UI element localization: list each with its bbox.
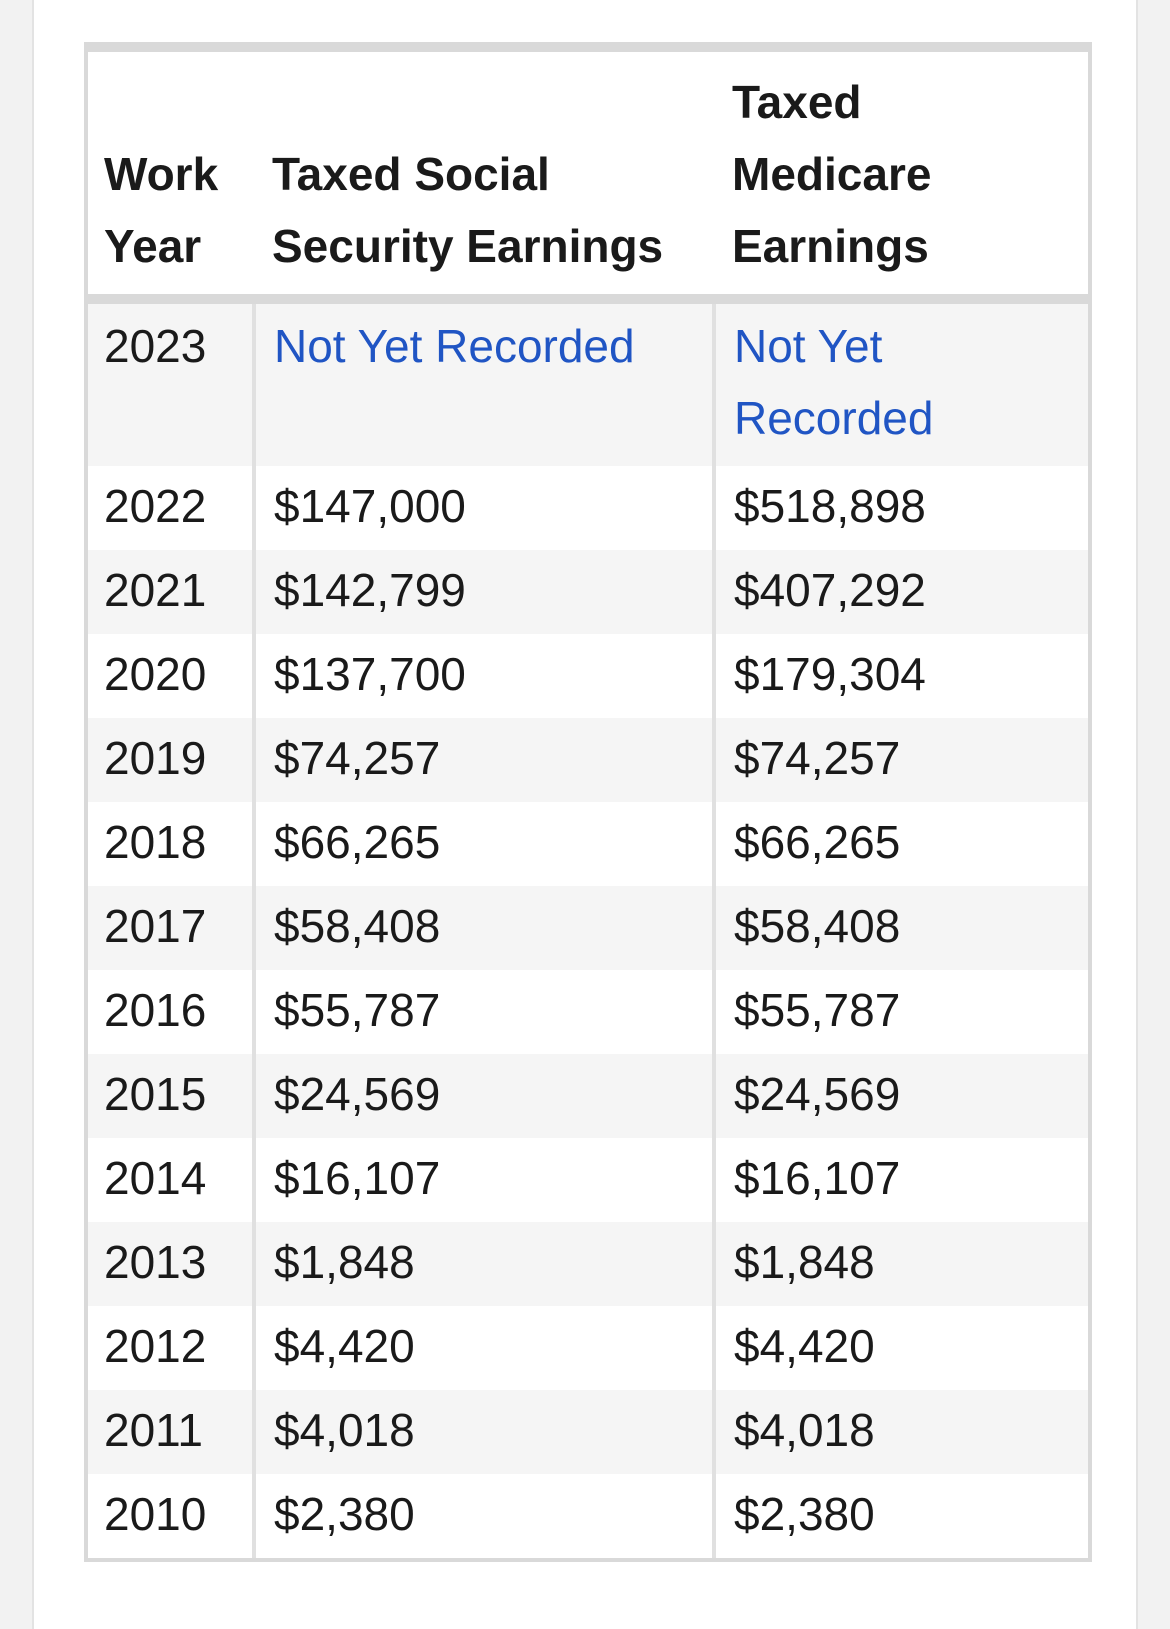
social-security-cell: $137,700 bbox=[254, 634, 714, 718]
medicare-cell bbox=[714, 299, 1088, 466]
header-social-security-line: Taxed Social bbox=[272, 148, 550, 200]
work-year-cell: 2020 bbox=[88, 634, 254, 718]
work-year-cell: 2012 bbox=[88, 1306, 254, 1390]
table-header bbox=[88, 49, 1088, 299]
social-security-cell: $2,380 bbox=[254, 1474, 714, 1558]
social-security-cell: $74,257 bbox=[254, 718, 714, 802]
table-row bbox=[88, 886, 1088, 970]
social-security-cell: $24,569 bbox=[254, 1054, 714, 1138]
header-medicare-line: Earnings bbox=[732, 220, 929, 272]
social-security-cell: $16,107 bbox=[254, 1138, 714, 1222]
table-row bbox=[88, 718, 1088, 802]
social-security-cell: $66,265 bbox=[254, 802, 714, 886]
work-year-cell: 2016 bbox=[88, 970, 254, 1054]
medicare-cell: $16,107 bbox=[714, 1138, 1088, 1222]
table-row bbox=[88, 1222, 1088, 1306]
medicare-cell: $407,292 bbox=[714, 550, 1088, 634]
work-year-cell: 2017 bbox=[88, 886, 254, 970]
table-row bbox=[88, 802, 1088, 886]
medicare-cell: $1,848 bbox=[714, 1222, 1088, 1306]
header-row bbox=[88, 49, 1088, 299]
social-security-cell: $4,018 bbox=[254, 1390, 714, 1474]
work-year-cell: 2010 bbox=[88, 1474, 254, 1558]
medicare-cell: $4,420 bbox=[714, 1306, 1088, 1390]
header-work-year-line: Year bbox=[104, 220, 202, 272]
table-row bbox=[88, 466, 1088, 550]
table-body bbox=[88, 299, 1088, 1558]
medicare-cell: $58,408 bbox=[714, 886, 1088, 970]
table-row bbox=[88, 634, 1088, 718]
work-year-cell: 2023 bbox=[88, 299, 254, 466]
table-row bbox=[88, 550, 1088, 634]
table-row bbox=[88, 1138, 1088, 1222]
work-year-cell: 2011 bbox=[88, 1390, 254, 1474]
header-medicare-line: Taxed bbox=[732, 76, 862, 128]
work-year-cell: 2021 bbox=[88, 550, 254, 634]
social-security-cell: $55,787 bbox=[254, 970, 714, 1054]
social-security-cell bbox=[254, 299, 714, 466]
social-security-cell: $1,848 bbox=[254, 1222, 714, 1306]
header-work-year bbox=[88, 49, 254, 299]
not-yet-recorded-link[interactable]: Not Yet Recorded bbox=[734, 320, 934, 444]
work-year-cell: 2013 bbox=[88, 1222, 254, 1306]
work-year-cell: 2014 bbox=[88, 1138, 254, 1222]
page bbox=[32, 0, 1138, 1629]
table-row bbox=[88, 299, 1088, 466]
table-row bbox=[88, 1390, 1088, 1474]
table-row bbox=[88, 970, 1088, 1054]
medicare-cell: $4,018 bbox=[714, 1390, 1088, 1474]
work-year-cell: 2018 bbox=[88, 802, 254, 886]
medicare-cell: $518,898 bbox=[714, 466, 1088, 550]
social-security-cell: $4,420 bbox=[254, 1306, 714, 1390]
medicare-cell: $179,304 bbox=[714, 634, 1088, 718]
work-year-cell: 2022 bbox=[88, 466, 254, 550]
table-row bbox=[88, 1306, 1088, 1390]
social-security-cell: $147,000 bbox=[254, 466, 714, 550]
table-row bbox=[88, 1054, 1088, 1138]
table-row bbox=[88, 1474, 1088, 1558]
header-work-year-line: Work bbox=[104, 148, 219, 200]
not-yet-recorded-link[interactable]: Not Yet Recorded bbox=[274, 320, 635, 372]
work-year-cell: 2015 bbox=[88, 1054, 254, 1138]
work-year-cell: 2019 bbox=[88, 718, 254, 802]
header-social-security bbox=[254, 49, 714, 299]
earnings-table bbox=[88, 46, 1088, 1558]
social-security-cell: $58,408 bbox=[254, 886, 714, 970]
medicare-cell: $74,257 bbox=[714, 718, 1088, 802]
header-medicare bbox=[714, 49, 1088, 299]
earnings-table-container bbox=[84, 42, 1092, 1562]
header-medicare-line: Medicare bbox=[732, 148, 932, 200]
medicare-cell: $2,380 bbox=[714, 1474, 1088, 1558]
medicare-cell: $24,569 bbox=[714, 1054, 1088, 1138]
medicare-cell: $55,787 bbox=[714, 970, 1088, 1054]
medicare-cell: $66,265 bbox=[714, 802, 1088, 886]
header-social-security-line: Security Earnings bbox=[272, 220, 664, 272]
social-security-cell: $142,799 bbox=[254, 550, 714, 634]
